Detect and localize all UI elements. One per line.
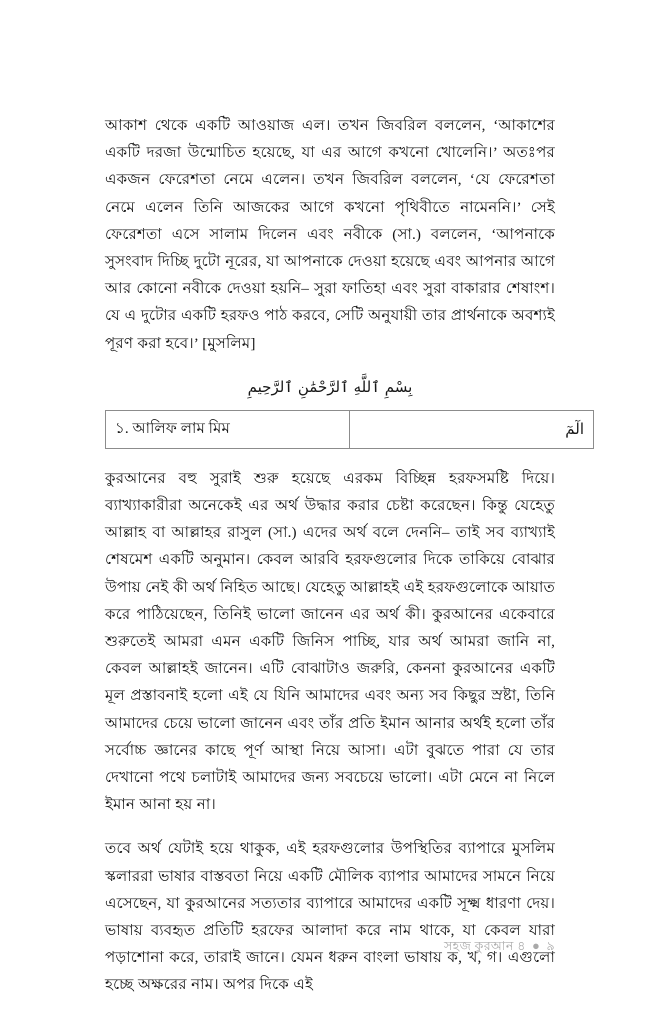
ayah-table	[105, 410, 594, 449]
footer-volume: ৪	[517, 939, 526, 953]
bismillah-arabic: بِسْمِ ٱللَّهِ ٱلرَّحْمَٰنِ ٱلرَّحِيمِ	[247, 377, 413, 396]
paragraph-hadith-narration: আকাশ থেকে একটি আওয়াজ এল। তখন জিবরিল বললেন, ‘আকাশের একটি দরজা উন্মোচিত হয়েছে, যা এর আগে কখনো খোলেনি।’ অতঃপর একজন ফেরেশতা নেমে এলেন। তখন জিবরিল বললেন, ‘যে ফেরেশতা নেমে এলেন তিনি আজকের আগে কখনো পৃথিবীতে নামেননি।’ সেই ফেরেশতা এসে সালাম দিলেন এবং নবীকে (সা.) বললেন, ‘আপনাকে সুসংবাদ দিচ্ছি দুটো নূরের, যা আপনাকে দেওয়া হয়েছে এবং আপনার আগে আর কোনো নবীকে দেওয়া হয়নি– সুরা ফাতিহা এবং সুরা বাকারার শেষাংশ। যে এ দুটোর একটি হরফও পাঠ করবে, সেটি অনুযায়ী তার প্রার্থনাকে অবশ্যই পূরণ করা হবে।’ [মুসলিম]	[105, 117, 555, 352]
table-row	[106, 410, 594, 448]
footer-page-number: ৯	[546, 939, 555, 953]
paragraph-commentary-disconnected-letters: কুরআনের বহু সুরাই শুরু হয়েছে এরকম বিচ্ছিন্ন হরফসমষ্টি দিয়ে। ব্যাখ্যাকারীরা অনেকেই এর অর্থ উদ্ধার করার চেষ্টা করেছেন। কিন্তু যেহেতু আল্লাহ বা আল্লাহর রাসুল (সা.) এদের অর্থ বলে দেননি– তাই সব ব্যাখ্যাই শেষমেশ একটি অনুমান। কেবল আরবি হরফগুলোর দিকে তাকিয়ে বোঝার উপায় নেই কী অর্থ নিহিত আছে। যেহেতু আল্লাহই এই হরফগুলোকে আয়াত করে পাঠিয়েছেন, তিনিই ভালো জানেন এর অর্থ কী। কুরআনের একেবারে শুরুতেই আমরা এমন একটি জিনিস পাচ্ছি, যার অর্থ আমরা জানি না, কেবল আল্লাহই জানেন। এটি বোঝাটাও জরুরি, কেননা কুরআনের একটি মূল প্রস্তাবনাই হলো এই যে যিনি আমাদের এবং অন্য সব কিছুর স্রষ্টা, তিনি আমাদের চেয়ে ভালো জানেন এবং তাঁর প্রতি ইমান আনার অর্থই হলো তাঁর সর্বোচ্চ জ্ঞানের কাছে পূর্ণ আস্থা নিয়ে আসা। এটা বুঝতে পারা যে তার দেখানো পথে চলাটাই আমাদের জন্য সবচেয়ে ভালো। এটা মেনে না নিলে ইমান আনা হয় না।	[105, 469, 555, 814]
page-footer	[105, 938, 555, 954]
footer-separator-dot: ●	[532, 939, 541, 953]
page-content-column	[105, 112, 584, 999]
ayah-bangla-cell: ১. আলিফ লাম মিম	[106, 410, 350, 448]
paragraph-commentary-letter-names: তবে অর্থ যেটাই হয়ে থাকুক, এই হরফগুলোর উপস্থিতির ব্যাপারে মুসলিম স্কলাররা ভাষার বাস্তবতা নিয়ে একটি মৌলিক ব্যাপার আমাদের সামনে নিয়ে এসেছেন, যা কুরআনের সত্যতার ব্যাপারে আমাদের একটি সূক্ষ্ম ধারণা দেয়। ভাষায় ব্যবহৃত প্রতিটি হরফের আলাদা করে নাম থাকে, যা কেবল যারা পড়াশোনা করে, তারাই জানে। যেমন ধরুন বাংলা ভাষায় ক, খ, গ। এগুলো হচ্ছে অক্ষরের নাম। অপর দিকে এই	[105, 840, 555, 994]
ayah-arabic-cell: الٓمٓ	[350, 410, 594, 448]
footer-book-title: সহজ কুরআন	[444, 939, 514, 953]
